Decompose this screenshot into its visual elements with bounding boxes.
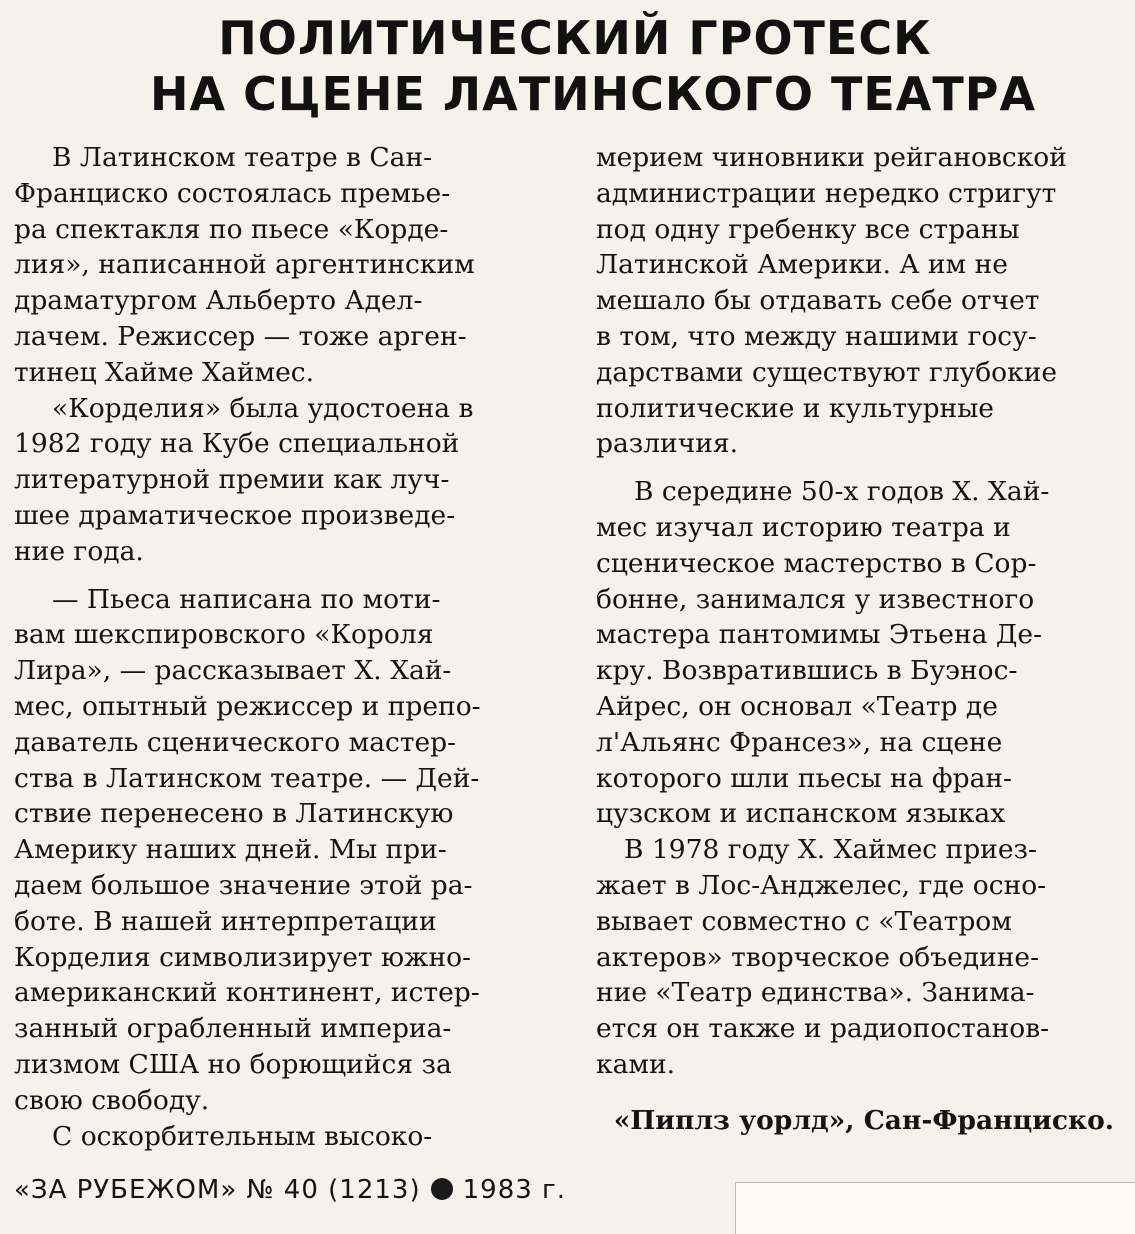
- text-line: Франциско состоялась премье-: [14, 177, 451, 209]
- text-line: актеров» творческое объедине-: [596, 941, 1040, 973]
- text-line: драматургом Альберто Адел-: [14, 285, 423, 317]
- text-line: политические и культурные: [596, 392, 994, 424]
- text-line: ние «Театр единства». Занима-: [596, 977, 1035, 1009]
- text-line: 1982 году на Кубе специальной: [14, 428, 460, 460]
- text-line: ства в Латинском театре. — Дей-: [14, 762, 480, 794]
- text-line: вывает совместно с «Театром: [596, 905, 1012, 937]
- text-line: дарствами существуют глубокие: [596, 356, 1058, 388]
- text-line: американский континент, истер-: [14, 977, 480, 1009]
- publication-year: 1983 г.: [462, 1175, 566, 1205]
- text-line: которого шли пьесы на фран-: [596, 762, 1013, 794]
- publication-footer: [14, 1175, 566, 1205]
- headline-line-2: НА СЦЕНЕ ЛАТИНСКОГО ТЕАТРА: [150, 67, 1037, 121]
- text-line: В середине 50-х годов Х. Хай-: [634, 476, 1050, 508]
- bullet-icon: [431, 1178, 453, 1200]
- text-line: лия», написанной аргентинским: [14, 249, 475, 281]
- text-line: в том, что между нашими госу-: [596, 320, 1037, 352]
- text-line: лизмом США но борющийся за: [14, 1048, 452, 1080]
- paragraph-4-continued: [596, 140, 1114, 462]
- text-line: свою свободу.: [14, 1084, 210, 1116]
- text-line: ние года.: [14, 535, 144, 567]
- text-line: кру. Возвратившись в Буэнос-: [596, 655, 1018, 687]
- text-line: литературной премии как луч-: [14, 464, 450, 496]
- text-line: мешало бы отдавать себе отчет: [596, 285, 1040, 317]
- text-line: Латинской Америки. А им не: [596, 249, 1008, 281]
- text-line: бонне, занимался у известного: [596, 583, 1035, 615]
- paragraph-2: [14, 391, 528, 570]
- text-line: мес изучал историю театра и: [596, 511, 1011, 543]
- text-line: — Пьеса написана по моти-: [52, 583, 441, 615]
- article-headline: [150, 10, 1037, 122]
- text-line: Америку наших дней. Мы при-: [14, 834, 447, 866]
- source-signature: «Пиплз уорлд», Сан-Франциско.: [613, 1104, 1114, 1136]
- text-line: даем большое значение этой ра-: [14, 869, 473, 901]
- text-line: ра спектакля по пьесе «Корде-: [14, 213, 449, 245]
- text-line: Корделия символизирует южно-: [14, 941, 472, 973]
- text-line: «Корделия» была удостоена в: [52, 392, 474, 424]
- text-line: В Латинском театре в Сан-: [52, 142, 433, 173]
- text-line: ствие перенесено в Латинскую: [14, 798, 454, 830]
- text-line: занный ограбленный империа-: [14, 1013, 452, 1045]
- headline-line-1: ПОЛИТИЧЕСКИЙ ГРОТЕСК: [218, 11, 932, 65]
- text-line: сценическое мастерство в Сор-: [596, 547, 1037, 579]
- text-line: даватель сценического мастер-: [14, 726, 457, 758]
- text-line: под одну гребенку все страны: [596, 213, 1020, 245]
- text-line: В 1978 году Х. Хаймес приез-: [624, 834, 1037, 866]
- text-line: вам шекспировского «Короля: [14, 619, 434, 651]
- paragraph-6: [596, 832, 1114, 1083]
- paragraph-3-quote: [14, 582, 528, 1119]
- left-column: [14, 140, 528, 1154]
- text-line: боте. В нашей интерпретации: [14, 905, 437, 937]
- text-line: цузском и испанском языках: [596, 798, 1006, 830]
- text-line: различия.: [596, 428, 739, 460]
- publication-name: «ЗА РУБЕЖОМ» № 40 (1213): [14, 1175, 421, 1205]
- text-line: ется он также и радиопостанов-: [596, 1013, 1050, 1045]
- text-line: лачем. Режиссер — тоже арген-: [14, 320, 467, 352]
- paragraph-4: [14, 1119, 528, 1155]
- text-line: Лира», — рассказывает Х. Хай-: [14, 655, 452, 687]
- paragraph-1: [14, 140, 528, 391]
- text-line: администрации нередко стригут: [596, 177, 1057, 209]
- text-line: мес, опытный режиссер и препо-: [14, 690, 481, 722]
- text-line: шее драматическое произведе-: [14, 499, 456, 531]
- clipping-edge: [735, 1182, 1135, 1234]
- text-line: ками.: [596, 1048, 676, 1080]
- text-line: жает в Лос-Анджелес, где осно-: [596, 869, 1047, 901]
- text-line: мерием чиновники рейгановской: [596, 142, 1067, 173]
- text-line: мастера пантомимы Этьена Де-: [596, 619, 1043, 651]
- text-line: Айрес, он основал «Театр де: [596, 690, 998, 722]
- right-column: [596, 140, 1114, 1139]
- text-line: л'Альянс Франсез», на сцене: [596, 726, 1003, 758]
- text-line: С оскорбительным высоко-: [52, 1120, 433, 1152]
- text-line: тинец Хайме Хаймес.: [14, 356, 315, 388]
- paragraph-5: [596, 474, 1114, 832]
